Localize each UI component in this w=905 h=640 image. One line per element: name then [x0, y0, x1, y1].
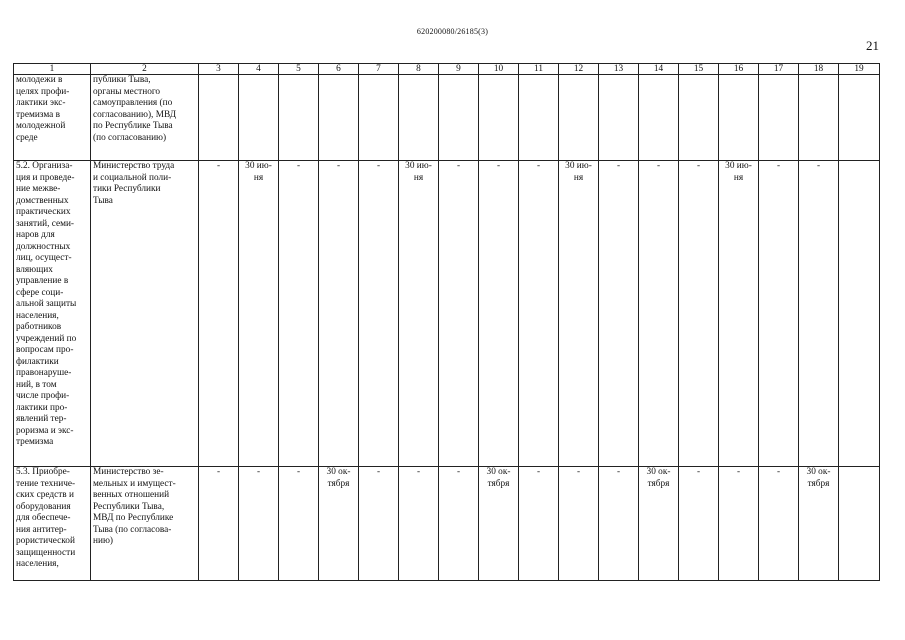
- value-cell-col-12: [559, 75, 599, 161]
- value-cell-col-13: -: [599, 161, 639, 467]
- value-cell-col-18: -: [799, 161, 839, 467]
- value-cell-col-18: 30 ок- тября: [799, 467, 839, 581]
- value-cell-col-16: -: [719, 467, 759, 581]
- column-number-13: 13: [599, 64, 639, 75]
- plan-table: [13, 63, 880, 581]
- column-numbers-row: [14, 64, 880, 75]
- table-row: [14, 161, 880, 467]
- column-number-5: 5: [279, 64, 319, 75]
- value-cell-col-17: -: [759, 467, 799, 581]
- value-cell-col-17: -: [759, 161, 799, 467]
- column-number-7: 7: [359, 64, 399, 75]
- column-number-15: 15: [679, 64, 719, 75]
- value-cell-col-3: [199, 75, 239, 161]
- value-cell-col-11: [519, 75, 559, 161]
- value-cell-col-5: -: [279, 161, 319, 467]
- value-cell-col-14: -: [639, 161, 679, 467]
- column-number-17: 17: [759, 64, 799, 75]
- value-cell-col-17: [759, 75, 799, 161]
- value-cell-col-4: [239, 75, 279, 161]
- task-cell: 5.3. Приобре- тение техниче- ских средств и оборудования для обеспече- ния антитер- рористической защищенности населения,: [14, 467, 91, 581]
- value-cell-col-5: -: [279, 467, 319, 581]
- value-cell-col-8: 30 ию- ня: [399, 161, 439, 467]
- column-number-3: 3: [199, 64, 239, 75]
- column-number-6: 6: [319, 64, 359, 75]
- value-cell-col-19: [839, 467, 880, 581]
- value-cell-col-6: [319, 75, 359, 161]
- column-number-9: 9: [439, 64, 479, 75]
- value-cell-col-11: -: [519, 161, 559, 467]
- column-number-19: 19: [839, 64, 880, 75]
- value-cell-col-18: [799, 75, 839, 161]
- value-cell-col-7: -: [359, 161, 399, 467]
- value-cell-col-15: [679, 75, 719, 161]
- value-cell-col-16: 30 ию- ня: [719, 161, 759, 467]
- value-cell-col-14: 30 ок- тября: [639, 467, 679, 581]
- value-cell-col-15: -: [679, 161, 719, 467]
- value-cell-col-13: [599, 75, 639, 161]
- column-number-1: 1: [14, 64, 91, 75]
- value-cell-col-7: [359, 75, 399, 161]
- page-number: 21: [866, 38, 879, 53]
- value-cell-col-9: [439, 75, 479, 161]
- executor-cell: Министерство зе- мельных и имущест- венных отношений Республики Тыва, МВД по Республике Тыва (по согласова- нию): [91, 467, 199, 581]
- value-cell-col-7: -: [359, 467, 399, 581]
- value-cell-col-16: [719, 75, 759, 161]
- value-cell-col-8: -: [399, 467, 439, 581]
- value-cell-col-8: [399, 75, 439, 161]
- value-cell-col-10: [479, 75, 519, 161]
- column-number-18: 18: [799, 64, 839, 75]
- value-cell-col-5: [279, 75, 319, 161]
- column-number-8: 8: [399, 64, 439, 75]
- column-number-11: 11: [519, 64, 559, 75]
- column-number-16: 16: [719, 64, 759, 75]
- column-number-4: 4: [239, 64, 279, 75]
- value-cell-col-15: -: [679, 467, 719, 581]
- value-cell-col-6: 30 ок- тября: [319, 467, 359, 581]
- value-cell-col-12: -: [559, 467, 599, 581]
- value-cell-col-3: -: [199, 161, 239, 467]
- value-cell-col-10: -: [479, 161, 519, 467]
- column-number-14: 14: [639, 64, 679, 75]
- value-cell-col-4: 30 ию- ня: [239, 161, 279, 467]
- value-cell-col-10: 30 ок- тября: [479, 467, 519, 581]
- value-cell-col-9: -: [439, 161, 479, 467]
- task-cell: 5.2. Организа- ция и проведе- ние межве- домственных практических занятий, семи- наров для должностных лиц, осущест- вляющих управление в сфере соци- альной защиты населения, работников учреждений по вопросам про- филактики правонаруше- ний, в том числе профи- лактики про- явлений тер- роризма и экс- тремизма: [14, 161, 91, 467]
- executor-cell: публики Тыва, органы местного самоуправления (по согласованию), МВД по Республике Тыва (по согласованию): [91, 75, 199, 161]
- value-cell-col-19: [839, 161, 880, 467]
- column-number-2: 2: [91, 64, 199, 75]
- column-number-12: 12: [559, 64, 599, 75]
- executor-cell: Министерство труда и социальной поли- тики Республики Тыва: [91, 161, 199, 467]
- value-cell-col-4: -: [239, 467, 279, 581]
- value-cell-col-9: -: [439, 467, 479, 581]
- value-cell-col-13: -: [599, 467, 639, 581]
- value-cell-col-6: -: [319, 161, 359, 467]
- column-number-10: 10: [479, 64, 519, 75]
- table-row: [14, 75, 880, 161]
- task-cell: молодежи в целях профи- лактики экс- тремизма в молодежной среде: [14, 75, 91, 161]
- value-cell-col-11: -: [519, 467, 559, 581]
- value-cell-col-19: [839, 75, 880, 161]
- value-cell-col-3: -: [199, 467, 239, 581]
- value-cell-col-14: [639, 75, 679, 161]
- value-cell-col-12: 30 ию- ня: [559, 161, 599, 467]
- document-code: 620200080/26185(3): [416, 27, 489, 36]
- table-row: [14, 467, 880, 581]
